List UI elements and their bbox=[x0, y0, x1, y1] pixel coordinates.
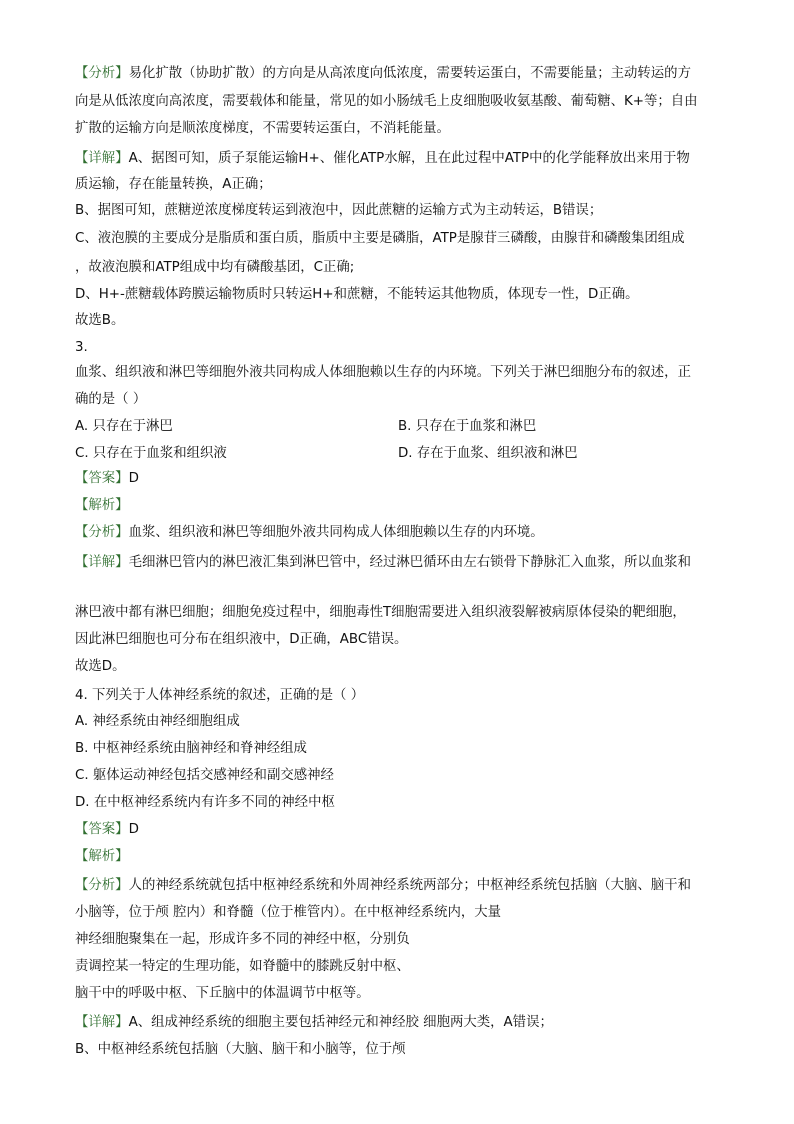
explanation-heading bbox=[75, 496, 129, 516]
line-text: 脑干中的呼吸中枢、下丘脑中的体温调节中枢等。 bbox=[75, 986, 370, 1001]
detail-line-3 bbox=[75, 201, 602, 221]
section-tag: 【答案】 bbox=[75, 471, 129, 486]
analysis-line-1 bbox=[75, 64, 691, 84]
question-number bbox=[75, 338, 88, 358]
line-text: 血浆、组织液和淋巴等细胞外液共同构成人体细胞赖以生存的内环境。 bbox=[128, 525, 544, 540]
line-text: 血浆、组织液和淋巴等细胞外液共同构成人体细胞赖以生存的内环境。下列关于淋巴细胞分布的叙述，正 bbox=[75, 365, 691, 380]
option-a bbox=[75, 417, 173, 437]
section-tag: 【答案】 bbox=[75, 822, 129, 837]
detail-line-4 bbox=[75, 229, 685, 249]
analysis-line-5 bbox=[75, 984, 370, 1004]
analysis-line-2 bbox=[75, 92, 698, 112]
analysis-line bbox=[75, 523, 544, 543]
analysis-line-1 bbox=[75, 876, 691, 896]
line-text: D bbox=[128, 822, 139, 837]
line-text: ，故液泡膜和ATP组成中均有磷酸基团，C正确; bbox=[75, 260, 355, 275]
line-text: 确的是（ ） bbox=[75, 392, 147, 407]
detail-line-6 bbox=[75, 285, 638, 305]
line-text: 毛细淋巴管内的淋巴液汇集到淋巴管中，经过淋巴循环由左右锁骨下静脉汇入血浆，所以血浆和 bbox=[128, 555, 691, 570]
option-text: A. 神经系统由神经细胞组成 bbox=[75, 714, 240, 729]
section-tag: 【分析】 bbox=[75, 525, 129, 540]
option-c bbox=[75, 444, 227, 464]
section-tag: 【解析】 bbox=[75, 498, 129, 513]
detail-line-5 bbox=[75, 258, 354, 278]
q4-option-d bbox=[75, 793, 335, 813]
section-tag: 【详解】 bbox=[75, 555, 129, 570]
option-text: B. 中枢神经系统由脑神经和脊神经组成 bbox=[75, 741, 307, 756]
option-text: A. 只存在于淋巴 bbox=[75, 419, 173, 434]
line-text: B、中枢神经系统包括脑（大脑、脑干和小脑等，位于颅 bbox=[75, 1042, 406, 1057]
line-text: 故选D。 bbox=[75, 659, 126, 674]
option-text: B. 只存在于血浆和淋巴 bbox=[398, 419, 537, 434]
section-tag: 【详解】 bbox=[75, 1015, 129, 1030]
option-text: D. 存在于血浆、组织液和淋巴 bbox=[398, 446, 578, 461]
section-tag: 【解析】 bbox=[75, 849, 129, 864]
line-text: 责调控某一特定的生理功能，如脊髓中的膝跳反射中枢、 bbox=[75, 959, 410, 974]
section-tag: 【分析】 bbox=[75, 878, 129, 893]
line-text: A、组成神经系统的细胞主要包括神经元和神经胶 细胞两大类，A错误； bbox=[128, 1015, 553, 1030]
section-tag: 【详解】 bbox=[75, 151, 129, 166]
q4-option-a bbox=[75, 712, 240, 732]
detail-continued-2 bbox=[75, 630, 407, 650]
option-text: C. 只存在于血浆和组织液 bbox=[75, 446, 227, 461]
line-text: 4. 下列关于人体神经系统的叙述，正确的是（ ） bbox=[75, 688, 365, 703]
conclusion-line bbox=[75, 311, 124, 331]
answer-line bbox=[75, 820, 139, 840]
question-3-stem-2 bbox=[75, 390, 146, 410]
line-text: 故选B。 bbox=[75, 313, 125, 328]
detail-line-2 bbox=[75, 175, 272, 195]
detail-continued-1 bbox=[75, 603, 686, 623]
question-3-stem-1 bbox=[75, 363, 691, 383]
analysis-line-3 bbox=[75, 930, 410, 950]
line-text: A、据图可知，质子泵能运输H+、催化ATP水解，且在此过程中ATP中的化学能释放出来用于物 bbox=[128, 151, 690, 166]
analysis-line-4 bbox=[75, 957, 410, 977]
line-text: B、据图可知，蔗糖逆浓度梯度转运到液泡中，因此蔗糖的运输方式为主动转运，B错误； bbox=[75, 203, 603, 218]
answer-line bbox=[75, 469, 139, 489]
q4-option-b bbox=[75, 739, 307, 759]
line-text: 因此淋巴细胞也可分布在组织液中，D正确，ABC错误。 bbox=[75, 632, 408, 647]
analysis-line-3 bbox=[75, 119, 450, 139]
line-text: C、液泡膜的主要成分是脂质和蛋白质，脂质中主要是磷脂，ATP是腺苷三磷酸，由腺苷和磷酸集团组成 bbox=[75, 231, 685, 246]
option-b bbox=[398, 417, 536, 437]
option-text: C. 躯体运动神经包括交感神经和副交感神经 bbox=[75, 768, 334, 783]
line-text: 神经细胞聚集在一起，形成许多不同的神经中枢，分别负 bbox=[75, 932, 410, 947]
conclusion-line bbox=[75, 657, 125, 677]
section-tag: 【分析】 bbox=[75, 66, 129, 81]
line-text: 质运输，存在能量转换，A正确； bbox=[75, 177, 272, 192]
detail-line bbox=[75, 553, 691, 573]
option-d bbox=[398, 444, 578, 464]
line-text: 小脑等，位于颅 腔内）和脊髓（位于椎管内）。在中枢神经系统内，大量 bbox=[75, 905, 502, 920]
line-text: 易化扩散（协助扩散）的方向是从高浓度向低浓度，需要转运蛋白，不需要能量；主动转运的方 bbox=[128, 66, 691, 81]
detail-line-1 bbox=[75, 1013, 553, 1033]
line-text: D、H+-蔗糖载体跨膜运输物质时只转运H+和蔗糖，不能转运其他物质，体现专一性，D正确。 bbox=[75, 287, 639, 302]
analysis-line-2 bbox=[75, 903, 501, 923]
line-text: D bbox=[128, 471, 139, 486]
line-text: 淋巴液中都有淋巴细胞；细胞免疫过程中，细胞毒性T细胞需要进入组织液裂解被病原体侵染的靶细胞， bbox=[75, 605, 686, 620]
explanation-heading bbox=[75, 847, 129, 867]
line-text: 向是从低浓度向高浓度，需要载体和能量，常见的如小肠绒毛上皮细胞吸收氨基酸、葡萄糖、K+等；自由 bbox=[75, 94, 698, 109]
detail-line-2 bbox=[75, 1040, 406, 1060]
line-text: 扩散的运输方向是顺浓度梯度，不需要转运蛋白，不消耗能量。 bbox=[75, 121, 450, 136]
question-4-stem bbox=[75, 686, 364, 706]
q4-option-c bbox=[75, 766, 334, 786]
detail-line-1 bbox=[75, 149, 690, 169]
line-text: 3. bbox=[75, 340, 88, 355]
line-text: 人的神经系统就包括中枢神经系统和外周神经系统两部分；中枢神经系统包括脑（大脑、脑干和 bbox=[128, 878, 691, 893]
option-text: D. 在中枢神经系统内有许多不同的神经中枢 bbox=[75, 795, 335, 810]
